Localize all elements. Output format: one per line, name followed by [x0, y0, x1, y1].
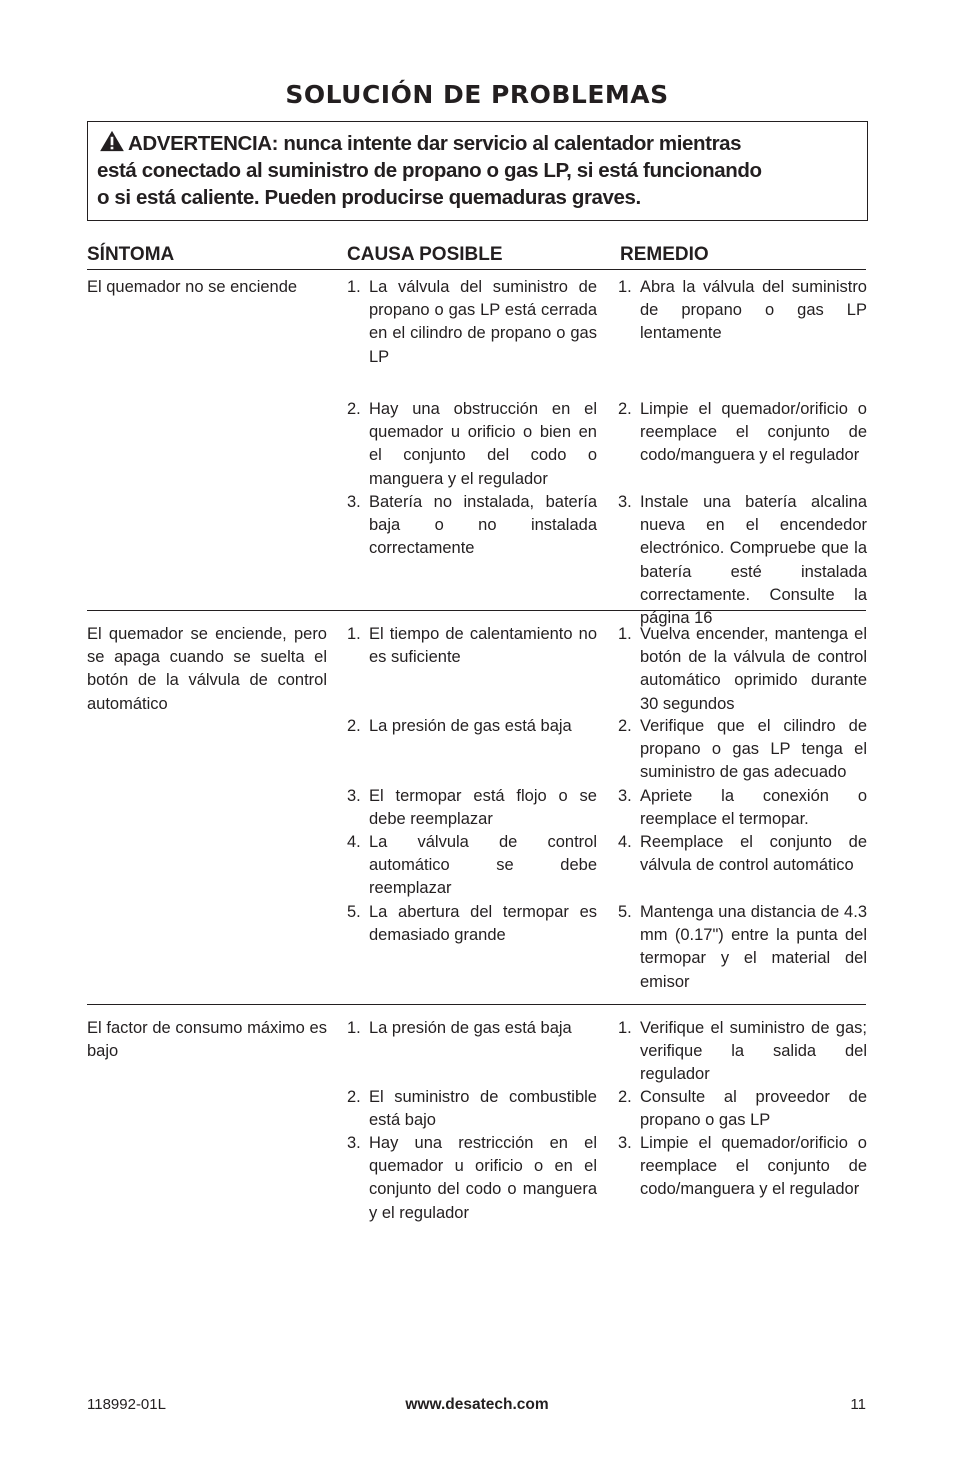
warning-line: está conectado al suministro de propano o gas LP, si está funcionando — [97, 159, 762, 182]
header-cause: CAUSA POSIBLE — [347, 244, 503, 265]
remedy-item: 3. Instale una batería alcalina nueva en el encendedor electrónico. Compruebe que la batería esté instalada correctamente. Consulte la página 16 — [618, 493, 867, 628]
website-link[interactable]: www.desatech.com — [405, 1396, 549, 1413]
table-section — [87, 611, 866, 1005]
cause-item: 3. Batería no instalada, batería baja o no instalada correctamente — [347, 493, 597, 558]
remedy-item: 5. Mantenga una distancia de 4.3 mm (0.17") entre la punta del termopar y el material del emisor — [618, 903, 867, 991]
page-title: SOLUCIÓN DE PROBLEMAS — [285, 80, 669, 109]
page-number: 11 — [850, 1396, 866, 1413]
symptom-text: El quemador se enciende, pero se apaga cuando se suelta el botón de la válvula de control automático — [87, 625, 327, 713]
warning-box — [87, 121, 868, 221]
cause-item: 3. Hay una restricción en el quemador u orificio o en el conjunto del codo o manguera y el regulador — [347, 1134, 597, 1222]
remedy-item: 1. Abra la válvula del suministro de propano o gas LP lentamente — [618, 278, 867, 343]
cause-item: 2. Hay una obstrucción en el quemador u orificio o bien en el conjunto del codo o manguera y el regulador — [347, 400, 597, 488]
remedy-item: 1. Vuelva encender, mantenga el botón de la válvula de control automático oprimido durante 30 segundos — [618, 625, 867, 713]
symptom-text: El quemador no se enciende — [87, 278, 298, 296]
warning-line — [97, 130, 858, 157]
header-symptom: SÍNTOMA — [87, 244, 175, 265]
remedy-item: 1. Verifique el suministro de gas; verifique la salida del regulador — [618, 1019, 867, 1084]
document-number: 118992-01L — [87, 1396, 166, 1413]
remedy-item: 3. Apriete la conexión o reemplace el termopar. — [618, 787, 867, 829]
cause-item: 4. La válvula de control automático se debe reemplazar — [347, 833, 597, 898]
table-section — [87, 1005, 866, 1245]
cause-item: 3. El termopar está flojo o se debe reemplazar — [347, 787, 597, 829]
remedy-item: 2. Consulte al proveedor de propano o gas LP — [618, 1088, 867, 1130]
cause-item: 1. El tiempo de calentamiento no es suficiente — [347, 625, 597, 667]
table-section — [87, 270, 867, 628]
cause-item: 5. La abertura del termopar es demasiado grande — [347, 903, 597, 945]
cause-item: 2. La presión de gas está baja — [347, 717, 572, 735]
remedy-item: 3. Limpie el quemador/orificio o reemplace el conjunto de codo/manguera y el regulador — [618, 1134, 867, 1199]
header-remedy: REMEDIO — [620, 244, 709, 265]
troubleshooting-table — [87, 241, 866, 1245]
remedy-item: 2. Verifique que el cilindro de propano o gas LP tenga el suministro de gas adecuado — [618, 717, 867, 782]
cause-item: 2. El suministro de combustible está bajo — [347, 1088, 597, 1130]
remedy-item: 2. Limpie el quemador/orificio o reemplace el conjunto de codo/manguera y el regulador — [618, 400, 867, 465]
warning-line-1-text: ADVERTENCIA: nunca intente dar servicio al calentador mientras — [128, 132, 742, 155]
symptom-text: El factor de consumo máximo es bajo — [87, 1019, 327, 1061]
warning-triangle-icon — [97, 130, 127, 152]
table-header-row — [87, 241, 866, 270]
remedy-item: 4. Reemplace el conjunto de válvula de control automático — [618, 833, 867, 875]
warning-line: o si está caliente. Pueden producirse quemaduras graves. — [97, 186, 641, 209]
cause-item: 1. La presión de gas está baja — [347, 1019, 572, 1037]
cause-item: 1. La válvula del suministro de propano o gas LP está cerrada en el cilindro de propano o gas LP — [347, 278, 597, 366]
